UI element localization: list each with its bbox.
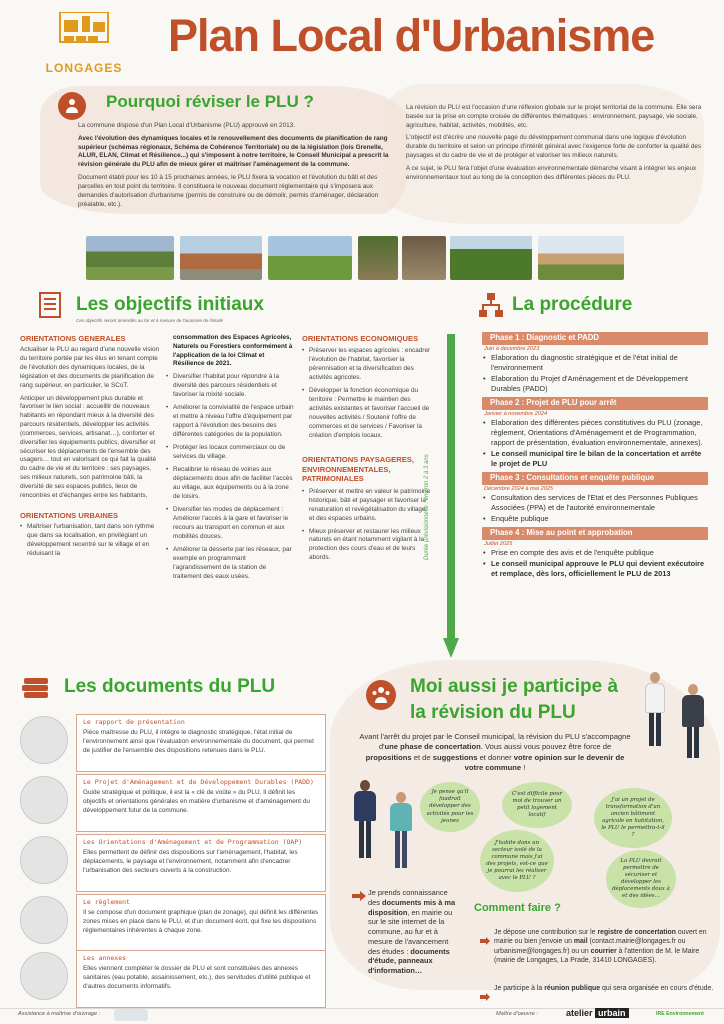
how-text: registre de concertation [597,929,676,936]
phase-2 [482,397,708,469]
photo-chateau [180,236,262,280]
phase-head: Phase 1 : Diagnostic et PADD [482,332,708,345]
arrow-right-icon [352,888,366,898]
phase-head: Phase 3 : Consultations et enquête publique [482,472,708,485]
doc-item [20,950,326,1010]
doc-title: Les annexes [83,954,127,962]
how-text: qui sera organisée en cours d'étude. [600,985,714,992]
books-icon [22,676,50,700]
phase-date: Janvier à novembre 2024 [484,410,548,417]
why-r3: A ce sujet, le PLU fera l'objet d'une évaluation environnementale démarche visant à intégrer les enjeux environnementaux tout au long de la conception des différentes pièces du PLU. [406,164,697,181]
eco-title: ORIENTATIONS ECONOMIQUES [302,334,419,343]
doc-text: Elles permettent de définir des dispositions sur l'aménagement, l'habitat, les déplacements, le paysage et l'environnement, notamment afin d'encadrer l'urbanisation des secteurs ouverts à la construction. [83,849,298,874]
objectives-subtitle: Ces objectifs seront amendés au fur et à mesure de l'avancée de l'étude [76,318,224,323]
pay-item: • Préserver et mettre en valeur le patrimoine historique, bâti et paysager et favoriser la renaturation et revégétalisation du village et des espaces urbains. [302,488,432,524]
doc-title: Le Projet d'Aménagement et de Développement Durables (PADD) [83,778,314,786]
how-text: mail [573,938,588,946]
atelier-urbain-logo [566,1008,629,1018]
how-text: à l'attention de M. le Maire (mairie de Longages, La Prade, 31410 LONGAGES). [494,947,700,964]
intro-text: propositions [365,752,412,762]
doc-thumbnail [20,896,68,944]
timeline-label: Durée prévisionnelle : environ 2 à 3 ans [424,454,430,560]
intro-text: et de [411,752,433,762]
phase-head: Phase 4 : Mise au point et approbation [482,527,708,540]
left-text: Je prends connaissance des [368,888,448,907]
phase-item: • Elaboration du Projet d'Aménagement et de Développement Durables (PADD) [482,374,708,394]
photo-landscape [86,236,174,280]
how-text: réunion publique [544,985,601,992]
why-p2: Avec l'évolution des dynamiques locales et le renouvellement des documents de planification de rang supérieur (schémas régionaux, Schéma de Cohérence Territoriale) ou de la législation (lois Grenelle, ALUR, ELAN, Climat et Résilience...) qui s'imposent à notre territoire, le Conseil Municipal a prescrit la révision générale du PLU afin de mieux gérer et maîtriser l'aménagement de la commune. [78,134,389,169]
doc-thumbnail [20,716,68,764]
speech-bubble: J'habite dans un secteur isolé de la commune mais j'ai des projets, est-ce que je pourrai les réaliser avec le PLU ? [480,830,554,892]
speech-bubble: La PLU devrait permettre de sécuriser et développer les déplacements doux à et des idées… [606,850,676,908]
why-right-text [406,104,706,183]
intro-text: . Vous aussi vous pouvez être force de [480,742,612,752]
how-text: Je dépose une contribution sur le [494,929,598,936]
left-text: documents d'étude, panneaux d'information… [368,946,450,976]
doc-thumbnail [20,836,68,884]
intro-text: et donner [477,752,514,762]
doc-text: Guide stratégique et politique, il est la « clé de voûte » du PLU. Il définit les objectifs et orientations générales en matière d'urbanisme et d'aménagement du développement futur de la commune. [83,789,310,814]
urb-item: • Protéger les locaux commerciaux ou de services du village. [166,444,294,462]
how-text: ouvert en mairie ou bien j'envoie un [494,929,707,946]
objectives-title: Les objectifs initiaux [76,294,264,315]
phase-item: • Elaboration des différentes pièces constitutives du PLU (zonage, règlement, Orientations d'Aménagement et de Programmation, rapport de présentation, évaluation environnementale, annexes). [482,418,708,448]
orientations-urbaines-cont [166,334,294,582]
phase-3 [482,472,708,524]
phase-1 [482,332,708,394]
doc-text: Elles viennent compléter le dossier de PLU et sont constituées des annexes sanitaires (eau potable, assainissement, etc.), des servitudes d'utilité publique et d'autres documents informatifs. [83,965,311,990]
how-item-1 [494,928,716,965]
phase-item: • Le conseil municipal tire le bilan de la concertation et arrête le projet de PLU [482,449,708,469]
urb-title: ORIENTATIONS URBAINES [20,510,119,520]
urb-item: consommation des Espaces Agricoles, Naturels ou Forestiers conformément à l'application de la loi Climat et Résilience de 2021. [173,334,293,368]
doc-title: Le rapport de présentation [83,718,185,726]
speech-bubble: C'est difficile pour moi de trouver un petit logement locatif [502,782,572,828]
why-p3: Document établi pour les 10 à 15 prochaines années, le PLU fixera la vocation et l'évolution du bâti et des parcelles en tout point du territoire. Il constituera le nouveau document réglementaire qui s'imposera aux demandes d'autorisation d'urbanisme (permis de construire ou de démolir, permis d'aménager, déclaration préalable, etc.). [78,174,379,208]
phase-item: • Consultation des services de l'Etat et des Personnes Publiques Associées (PPA) et de l'autorité environnementale [482,493,708,513]
boy-figure [388,792,414,872]
phase-item: • Prise en compte des avis et de l'enquête publique [482,548,708,558]
urb-item: • Améliorer la convivialité de l'espace urbain et mettre à niveau l'offre d'équipement par rapport à l'évolution des besoins des différentes catégories de la population. [166,404,294,440]
gen-p2: Anticiper un développement plus durable et favoriser le lien social : accueillir de nouveaux habitants en répondant mieux à la diversité des parcours résidentiels, développer les activités (commerces, services, artisanat…), conforter et diversifier les équipements publics, diversifier et sécuriser les déplacements de l'ensemble des usagers… tout en valorisant ce qui fait la qualité du cadre de vie et du territoire : ses paysages, ses milieux naturels, son patrimoine bâti, la diversité de ses espaces publics, lieux de rencontres et d'échanges entre les habitants, [20,394,157,499]
woman-figure [642,672,668,748]
doc-item [20,714,326,774]
how-title: Comment faire ? [474,902,561,914]
intro-text: une phase de concertation [384,742,481,752]
doc-item [20,774,326,834]
participate-intro [356,732,634,773]
phase-item: • Le conseil municipal approuve le PLU qui devient exécutoire et remplace, dès lors, officiellement le PLU de 2013 [482,559,708,579]
doc-item [20,834,326,894]
phase-item: • Elaboration du diagnostic stratégique et de l'état initial de l'environnement [482,353,708,373]
people-icon [58,92,86,120]
logo-word: atelier [566,1008,593,1018]
phases [482,332,708,580]
how-text: courrier [590,947,617,955]
footer-left-label: Assistance à maîtrise d'ouvrage : [18,1011,101,1017]
how-text: (contact.mairie@longages.fr ou urbanisme@longages.fr) ou un [494,938,686,955]
photo-street [358,236,398,280]
doc-title: Le règlement [83,898,130,906]
urb-item: • Diversifier les modes de déplacement : Améliorer l'accès à la gare et favoriser le recours au transport en commun et aux mobilités douces. [166,506,294,542]
phase-date: Juin à décembre 2023 [484,346,540,352]
intro-text: votre opinion sur le devenir de votre commune [464,752,625,772]
speech-bubble: Je pense qu'il faudrait développer des activités pour les jeunes [420,782,480,832]
why-r2: L'objectif est d'écrire une nouvelle page du développement communal dans une logique d'évolution durable du territoire et selon un principe d'intérêt général avec l'exigence forte de conforter la qualité des paysages et du cadre de vie et de protéger et valoriser les milieux naturels. [406,134,702,160]
ire-logo: IRE Environnement [656,1011,704,1017]
man-figure [680,684,706,760]
urb-item: • Recalibrer le réseau de voiries aux déplacements doux afin de faciliter l'accès au village, aux équipements ou à la zone de loisirs. [166,466,294,502]
gen-p1: Actualiser le PLU au regard d'une nouvelle vision du territoire portée par les élus en tenant compte de l'évolution des dynamiques locales, de la législation et des documents de planification de rang supérieur, en particulier, le SCoT. [20,346,160,389]
phase-4 [482,527,708,579]
community-icon [366,680,396,710]
gen-title: ORIENTATIONS GENERALES [20,334,126,343]
doc-text: Pièce maîtresse du PLU, il intègre le diagnostic stratégique, l'état initial de l'environnement ainsi que l'évaluation environnementale du document, qui permet de justifier de l'ensemble des dispositions retenues dans le PLU. [83,729,314,754]
logo-text: LONGAGES [45,61,123,75]
doc-thumbnail [20,952,68,1000]
photo-field [268,236,352,280]
logo-icon [58,12,110,54]
phase-date: Juillet 2025 [484,540,513,547]
why-title: Pourquoi réviser le PLU ? [106,92,314,111]
urb-item: • Améliorer la desserte par les réseaux, par exemple en programmant l'agrandissement de la station de traitement des eaux usées. [166,546,294,582]
speech-bubble: J'ai un projet de transformation d'un ancien bâtiment agricole en habitation, le PLU le permettra-t-il ? [594,788,672,848]
how-item-2 [494,984,716,993]
left-text: , en mairie ou sur le site internet de la commune, au fur et à mesure de l'avancement des études : [368,907,453,956]
left-text: documents mis à ma disposition [368,897,456,917]
eco-item: • Développer la fonction économique du territoire : Permettre le maintien des activités existantes et favoriser l'accueil de nouvelles activités / Soutenir l'offre de commerces et de services / Favoriser la création d'emplois locaux. [302,387,432,441]
arrow-right-icon [480,932,490,940]
intro-text: Avant l'arrêt du projet par le Conseil municipal, la révision du PLU s'accompagne d' [359,732,631,752]
doc-text: Il se compose d'un document graphique (plan de zonage), qui définit les différentes zones mises en place dans le PLU, et d'un document écrit, qui fixe les dispositions réglementaires inhérentes à chaque zone. [83,909,319,934]
intro-text: suggestions [432,752,478,762]
document-icon [38,292,62,318]
documents-title: Les documents du PLU [64,676,276,697]
photo-trees [450,236,532,280]
participate-left-text [368,888,458,976]
doc-title: Les Orientations d'Aménagement et de Programmation (OAP) [83,838,303,846]
phase-item: • Enquête publique [482,514,708,524]
photo-village [538,236,624,280]
intro-text: ! [521,762,526,772]
why-r1: La révision du PLU est l'occasion d'une réflexion globale sur le projet territorial de la commune. Elle sera basée sur la prise en compte croisée de différentes thématiques : environnement, paysage, vie sociale, agriculture, habitat, activités, mobilités, etc. [406,104,702,129]
why-text [78,122,400,209]
phase-head: Phase 2 : Projet de PLU pour arrêt [482,397,708,410]
pay-title: ORIENTATIONS PAYSAGERES, ENVIRONNEMENTALES, PATRIMONIALES [302,455,414,484]
why-p1: La commune dispose d'un Plan Local d'Urbanisme (PLU) approuvé en 2013. [78,122,296,129]
urb-item: • Maîtriser l'urbanisation, tant dans son rythme que dans sa localisation, en privilégiant un développement recentré sur le village et en réduisant la [20,523,160,559]
photo-aerial [402,236,446,280]
eco-item: • Préserver les espaces agricoles : encadrer l'évolution de l'habitat, favoriser la pérennisation et la diversification des activités agricoles. [302,347,432,383]
doc-thumbnail [20,776,68,824]
doc-item [20,894,326,954]
participate-title [410,674,618,725]
pay-item: • Mieux préserver et restaurer les milieux naturels en étant notamment vigilant à la protection des cours d'eau et de leurs abords. [302,528,432,564]
orientations-generales [20,334,160,559]
amo-logo [114,1009,148,1021]
arrow-right-icon [480,988,490,996]
girl-figure [352,780,378,860]
procedure-title: La procédure [512,294,633,315]
timeline-arrow [443,334,459,660]
orientations-economiques [302,334,432,563]
phase-date: Décembre 2024 à mai 2025 [484,485,554,492]
participate-title-line1: Moi aussi je participe à [410,676,619,697]
how-text: Je participe à la [494,985,545,992]
page-title: Plan Local d'Urbanisme [168,10,655,61]
logo-word: urbain [595,1008,629,1018]
hierarchy-icon [478,292,504,318]
footer-right-label: Maître d'oeuvre : [496,1011,538,1017]
urb-item: • Diversifier l'habitat pour répondre à la diversité des parcours résidentiels et favoriser la mixité sociale. [166,373,294,400]
participate-title-line2: la révision du PLU [410,701,576,723]
